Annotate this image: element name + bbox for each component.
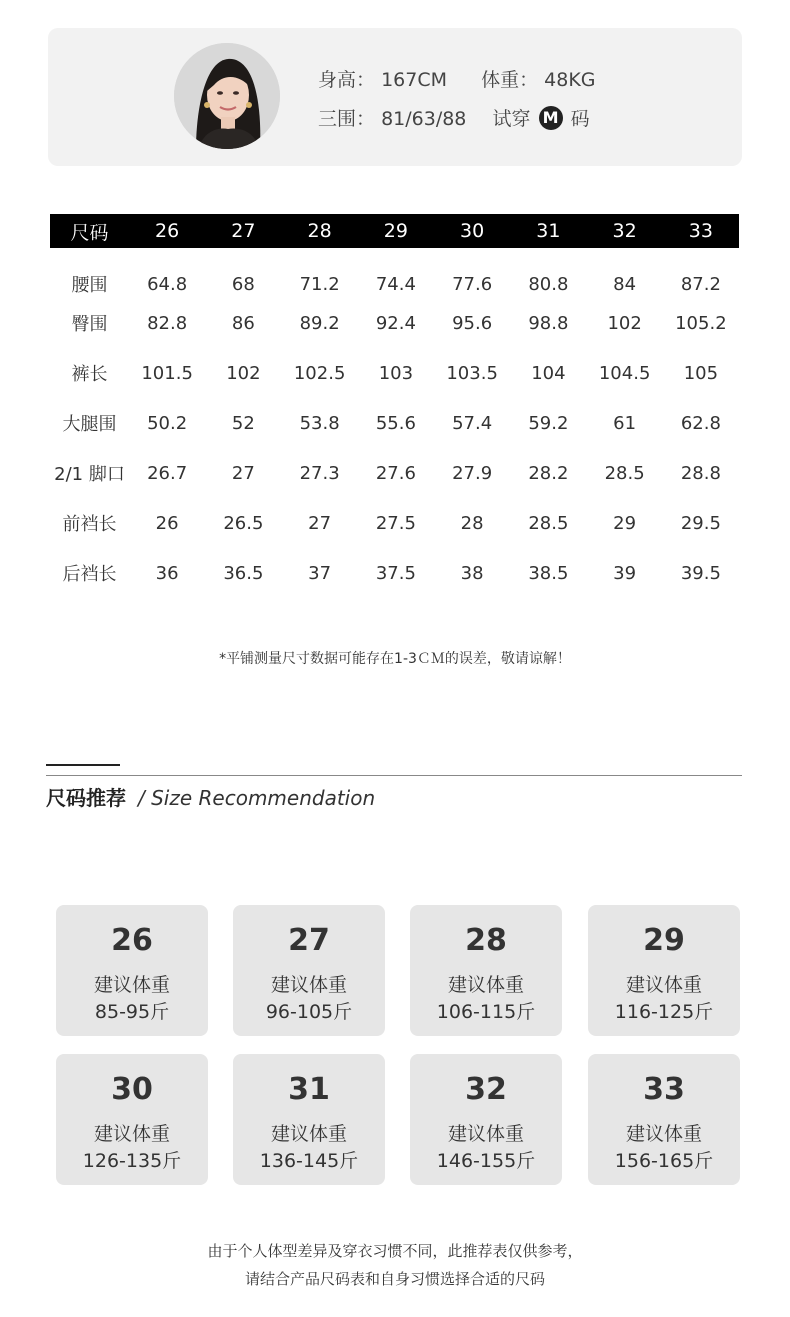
table-cell: 29 bbox=[613, 512, 637, 534]
section-divider bbox=[46, 775, 742, 776]
size-table-header-row bbox=[50, 214, 739, 248]
weight-label: 体重： bbox=[481, 69, 539, 91]
size-table-row bbox=[50, 498, 739, 548]
table-cell: 28.5 bbox=[528, 512, 569, 534]
table-cell: 28.5 bbox=[604, 462, 645, 484]
card-weight-range: 96-105斤 bbox=[265, 1001, 353, 1023]
table-cell: 82.8 bbox=[147, 312, 188, 334]
card-weight-label: 建议体重 bbox=[447, 974, 524, 996]
row-label: 裤长 bbox=[71, 364, 108, 385]
table-cell: 71.2 bbox=[299, 273, 340, 295]
table-cell: 36.5 bbox=[223, 562, 264, 584]
table-cell: 28.2 bbox=[528, 462, 569, 484]
height-value: 167CM bbox=[381, 69, 447, 91]
header-cell: 31 bbox=[510, 214, 586, 248]
size-table-row bbox=[50, 448, 739, 498]
table-cell: 26 bbox=[155, 512, 179, 534]
height-label: 身高： bbox=[318, 69, 376, 91]
table-cell: 68 bbox=[231, 273, 255, 295]
measure-label: 三围： bbox=[318, 108, 376, 130]
row-label: 臀围 bbox=[71, 314, 108, 335]
card-weight-label: 建议体重 bbox=[625, 1123, 702, 1145]
table-cell: 102 bbox=[226, 362, 261, 384]
row-label: 前裆长 bbox=[62, 514, 117, 535]
card-weight-range: 136-145斤 bbox=[259, 1150, 359, 1172]
row-label: 后裆长 bbox=[62, 564, 117, 585]
table-cell: 39 bbox=[613, 562, 637, 584]
card-size: 30 bbox=[111, 1072, 153, 1107]
table-cell: 59.2 bbox=[528, 412, 569, 434]
size-table-row bbox=[50, 298, 739, 348]
card-weight-label: 建议体重 bbox=[625, 974, 702, 996]
measurement-note: *平铺测量尺寸数据可能存在1-3ＣＭ的误差，敬请谅解！ bbox=[219, 651, 571, 667]
card-weight-label: 建议体重 bbox=[270, 1123, 347, 1145]
footer-line-1: 由于个人体型差异及穿衣习惯不同，此推荐表仅供参考， bbox=[207, 1242, 583, 1260]
header-cell: 30 bbox=[434, 214, 510, 248]
size-recommendation-card bbox=[233, 905, 385, 1036]
table-cell: 102 bbox=[607, 312, 642, 334]
row-label: 2/1 脚口 bbox=[54, 464, 125, 485]
table-cell: 103.5 bbox=[446, 362, 498, 384]
table-cell: 27.3 bbox=[299, 462, 340, 484]
header-cell: 26 bbox=[129, 214, 205, 248]
measure-value: 81/63/88 bbox=[381, 108, 467, 130]
size-table-row bbox=[50, 248, 739, 298]
model-height-weight bbox=[318, 65, 596, 92]
table-cell: 57.4 bbox=[452, 412, 493, 434]
try-suffix: 码 bbox=[570, 108, 590, 130]
card-weight-range: 116-125斤 bbox=[614, 1001, 714, 1023]
card-weight-range: 85-95斤 bbox=[94, 1001, 170, 1023]
card-size: 29 bbox=[643, 923, 685, 958]
row-label: 腰围 bbox=[71, 275, 108, 296]
header-cell: 27 bbox=[205, 214, 281, 248]
card-size: 32 bbox=[465, 1072, 507, 1107]
table-cell: 105.2 bbox=[675, 312, 727, 334]
table-cell: 50.2 bbox=[147, 412, 188, 434]
table-cell: 102.5 bbox=[293, 362, 346, 384]
size-table-row bbox=[50, 548, 739, 598]
section-title-en: / Size Recommendation bbox=[138, 786, 376, 810]
model-measurements bbox=[318, 104, 590, 131]
table-cell: 52 bbox=[231, 412, 255, 434]
section-title bbox=[46, 782, 375, 811]
card-size: 33 bbox=[643, 1072, 685, 1107]
size-recommendation-card bbox=[588, 1054, 740, 1185]
size-table-row bbox=[50, 348, 739, 398]
table-cell: 26.5 bbox=[223, 512, 264, 534]
model-avatar bbox=[174, 43, 280, 149]
model-info-card bbox=[48, 28, 742, 166]
header-cell: 28 bbox=[282, 214, 358, 248]
table-cell: 86 bbox=[231, 312, 255, 334]
table-cell: 80.8 bbox=[528, 273, 569, 295]
table-cell: 27.5 bbox=[375, 512, 416, 534]
table-cell: 64.8 bbox=[147, 273, 188, 295]
table-cell: 92.4 bbox=[375, 312, 416, 334]
card-weight-range: 106-115斤 bbox=[436, 1001, 536, 1023]
footer-line-2: 请结合产品尺码表和自身习惯选择合适的尺码 bbox=[244, 1270, 545, 1288]
size-recommendation-card bbox=[56, 1054, 208, 1185]
card-weight-label: 建议体重 bbox=[93, 1123, 170, 1145]
table-cell: 36 bbox=[155, 562, 179, 584]
weight-value: 48KG bbox=[544, 69, 596, 91]
table-cell: 37 bbox=[308, 562, 332, 584]
table-cell: 84 bbox=[613, 273, 637, 295]
table-cell: 101.5 bbox=[141, 362, 193, 384]
table-cell: 105 bbox=[683, 362, 719, 384]
size-recommendation-card bbox=[410, 1054, 562, 1185]
footer-disclaimer bbox=[0, 1237, 790, 1293]
table-cell: 98.8 bbox=[528, 312, 569, 334]
size-recommendation-card bbox=[410, 905, 562, 1036]
size-recommendation-card bbox=[56, 905, 208, 1036]
card-weight-label: 建议体重 bbox=[270, 974, 347, 996]
section-title-cn: 尺码推荐 bbox=[46, 786, 126, 810]
table-cell: 29.5 bbox=[680, 512, 721, 534]
card-weight-range: 156-165斤 bbox=[614, 1150, 714, 1172]
table-cell: 28 bbox=[460, 512, 484, 534]
table-cell: 89.2 bbox=[299, 312, 340, 334]
header-cell: 29 bbox=[358, 214, 434, 248]
size-recommendation-card bbox=[233, 1054, 385, 1185]
header-cell: 33 bbox=[663, 214, 739, 248]
card-weight-range: 146-155斤 bbox=[436, 1150, 536, 1172]
table-cell: 55.6 bbox=[375, 412, 416, 434]
table-cell: 103 bbox=[378, 362, 414, 384]
header-cell: 尺码 bbox=[50, 214, 129, 248]
table-cell: 53.8 bbox=[299, 412, 340, 434]
row-label: 大腿围 bbox=[62, 414, 117, 435]
card-size: 28 bbox=[465, 923, 507, 958]
try-size-badge: M bbox=[539, 106, 563, 130]
try-label: 试穿 bbox=[492, 108, 531, 130]
table-cell: 27.6 bbox=[375, 462, 416, 484]
size-chart-table bbox=[50, 214, 739, 598]
table-cell: 38 bbox=[460, 562, 484, 584]
card-size: 26 bbox=[111, 923, 153, 958]
card-weight-range: 126-135斤 bbox=[82, 1150, 182, 1172]
table-cell: 28.8 bbox=[680, 462, 721, 484]
table-cell: 26.7 bbox=[147, 462, 188, 484]
table-cell: 39.5 bbox=[680, 562, 721, 584]
size-recommendation-card bbox=[588, 905, 740, 1036]
section-accent-line bbox=[46, 764, 120, 766]
table-cell: 37.5 bbox=[375, 562, 416, 584]
header-cell: 32 bbox=[587, 214, 663, 248]
table-cell: 77.6 bbox=[452, 273, 493, 295]
table-cell: 27 bbox=[308, 512, 332, 534]
table-cell: 62.8 bbox=[680, 412, 721, 434]
table-cell: 27 bbox=[231, 462, 255, 484]
table-cell: 95.6 bbox=[452, 312, 493, 334]
table-cell: 74.4 bbox=[375, 273, 416, 295]
table-cell: 61 bbox=[613, 412, 637, 434]
size-table-row bbox=[50, 398, 739, 448]
table-cell: 104 bbox=[531, 362, 566, 384]
table-cell: 87.2 bbox=[680, 273, 721, 295]
card-size: 31 bbox=[288, 1072, 330, 1107]
card-size: 27 bbox=[288, 923, 330, 958]
card-weight-label: 建议体重 bbox=[93, 974, 170, 996]
table-cell: 38.5 bbox=[528, 562, 569, 584]
table-cell: 104.5 bbox=[598, 362, 651, 384]
card-weight-label: 建议体重 bbox=[447, 1123, 524, 1145]
table-cell: 27.9 bbox=[452, 462, 493, 484]
